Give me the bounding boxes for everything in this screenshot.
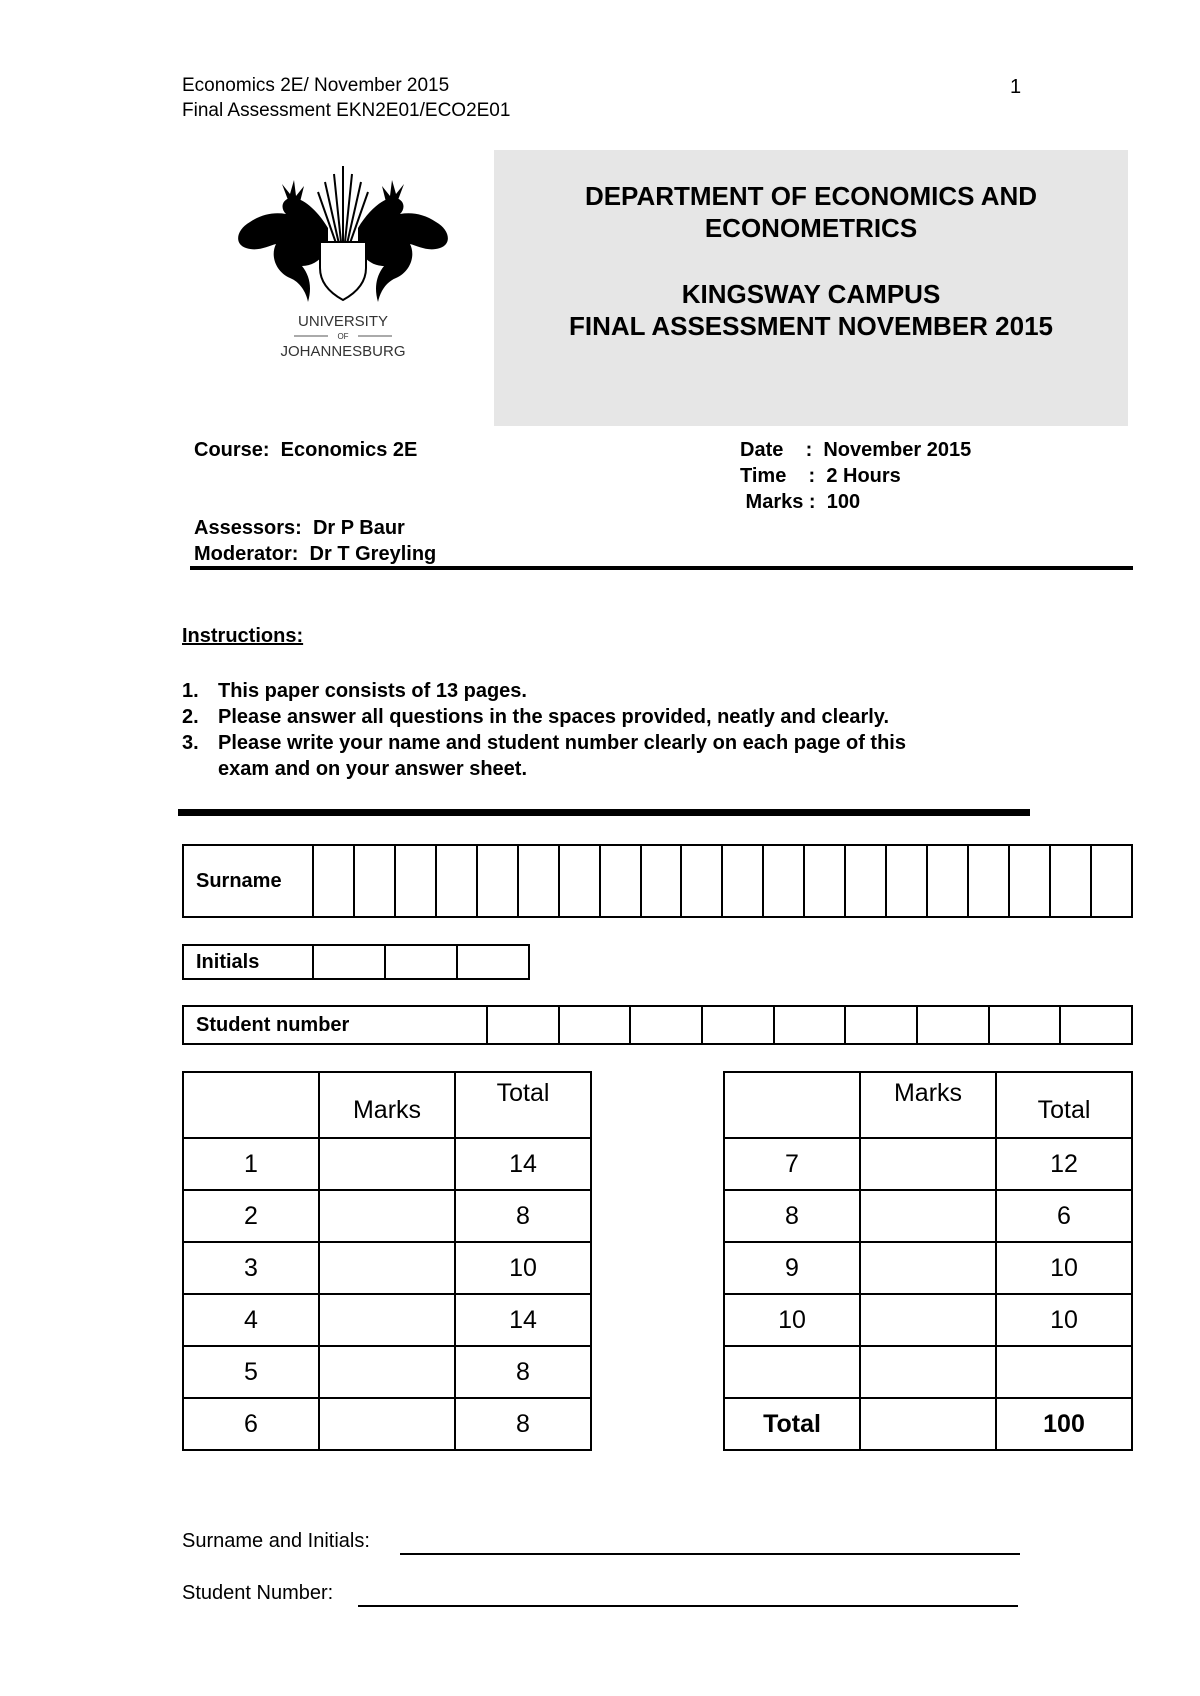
total-cell: 10 xyxy=(996,1242,1132,1294)
student-number-box[interactable] xyxy=(1060,1006,1132,1044)
surname-box[interactable] xyxy=(477,845,518,917)
surname-box[interactable] xyxy=(518,845,559,917)
student-number-box[interactable] xyxy=(917,1006,989,1044)
surname-box[interactable] xyxy=(722,845,763,917)
total-column-header: Total xyxy=(996,1072,1132,1138)
time-label: Time : 2 Hours xyxy=(740,465,901,487)
total-cell: 8 xyxy=(455,1398,591,1450)
student-number-box[interactable] xyxy=(702,1006,774,1044)
surname-box[interactable] xyxy=(559,845,600,917)
campus-title: KINGSWAY CAMPUS xyxy=(681,279,941,309)
student-number-line[interactable] xyxy=(358,1605,1018,1607)
student-number-box[interactable] xyxy=(487,1006,559,1044)
total-cell: 12 xyxy=(996,1138,1132,1190)
marks-cell[interactable] xyxy=(860,1346,996,1398)
surname-box[interactable] xyxy=(395,845,436,917)
surname-label: Surname xyxy=(183,845,313,917)
surname-box[interactable] xyxy=(436,845,477,917)
instruction-number: 1. xyxy=(182,680,199,702)
divider-rule xyxy=(190,566,1133,570)
surname-box[interactable] xyxy=(1050,845,1091,917)
question-number: 6 xyxy=(183,1398,319,1450)
total-cell: 10 xyxy=(996,1294,1132,1346)
marks-table-left xyxy=(182,1071,592,1451)
marks-table-corner xyxy=(183,1072,319,1138)
surname-box[interactable] xyxy=(968,845,1009,917)
table-row xyxy=(724,1138,1132,1190)
marks-cell[interactable] xyxy=(860,1294,996,1346)
table-row xyxy=(183,1346,591,1398)
surname-box[interactable] xyxy=(641,845,682,917)
assessors-label: Assessors: Dr P Baur xyxy=(194,517,405,539)
moderator-label: Moderator: Dr T Greyling xyxy=(194,543,437,565)
student-number-box[interactable] xyxy=(559,1006,631,1044)
student-number-footer-label: Student Number: xyxy=(182,1582,334,1604)
question-number: 2 xyxy=(183,1190,319,1242)
marks-column-header: Marks xyxy=(860,1072,996,1138)
divider-rule-thick xyxy=(178,809,1030,816)
student-number-grid xyxy=(182,1005,1133,1045)
surname-box[interactable] xyxy=(1009,845,1050,917)
marks-cell[interactable] xyxy=(319,1294,455,1346)
instruction-text: Please write your name and student number clearly on each page of this xyxy=(218,732,906,754)
total-cell: 6 xyxy=(996,1190,1132,1242)
table-row xyxy=(724,1294,1132,1346)
question-number: 5 xyxy=(183,1346,319,1398)
marks-cell[interactable] xyxy=(319,1242,455,1294)
department-title-box xyxy=(494,150,1128,426)
assessment-title: FINAL ASSESSMENT NOVEMBER 2015 xyxy=(569,311,1053,341)
marks-cell[interactable] xyxy=(319,1398,455,1450)
logo-text-johannesburg: JOHANNESBURG xyxy=(280,343,406,360)
department-title-line1: DEPARTMENT OF ECONOMICS AND xyxy=(584,181,1038,211)
initials-box[interactable] xyxy=(313,945,385,979)
total-cell: 14 xyxy=(455,1294,591,1346)
table-row xyxy=(183,1190,591,1242)
marks-cell[interactable] xyxy=(860,1190,996,1242)
question-number: 3 xyxy=(183,1242,319,1294)
student-number-box[interactable] xyxy=(989,1006,1061,1044)
instruction-item xyxy=(182,678,1082,704)
running-header-assessment: Final Assessment EKN2E01/ECO2E01 xyxy=(182,100,511,121)
instruction-text: Please answer all questions in the spaces provided, neatly and clearly. xyxy=(218,706,890,728)
surname-box[interactable] xyxy=(927,845,968,917)
instruction-text-continued: exam and on your answer sheet. xyxy=(218,758,527,780)
table-row xyxy=(183,1398,591,1450)
marks-cell[interactable] xyxy=(860,1138,996,1190)
question-number xyxy=(724,1346,860,1398)
total-row-label: Total xyxy=(724,1398,860,1450)
instructions-heading: Instructions: xyxy=(182,625,304,647)
department-title-line2: ECONOMETRICS xyxy=(704,213,918,243)
instruction-item xyxy=(182,704,1082,730)
surname-box[interactable] xyxy=(354,845,395,917)
initials-box[interactable] xyxy=(457,945,529,979)
table-row xyxy=(724,1346,1132,1398)
page-number: 1 xyxy=(1010,76,1022,98)
surname-box[interactable] xyxy=(763,845,804,917)
surname-box[interactable] xyxy=(600,845,641,917)
surname-box[interactable] xyxy=(804,845,845,917)
university-logo xyxy=(228,156,458,368)
surname-box[interactable] xyxy=(681,845,722,917)
total-cell: 10 xyxy=(455,1242,591,1294)
date-label: Date : November 2015 xyxy=(740,439,972,461)
course-label: Course: Economics 2E xyxy=(194,439,418,461)
question-number: 7 xyxy=(724,1138,860,1190)
logo-text-university: UNIVERSITY xyxy=(297,313,389,330)
table-row xyxy=(183,1294,591,1346)
student-number-label: Student number xyxy=(183,1006,487,1044)
table-row-total xyxy=(724,1398,1132,1450)
marks-column-header: Marks xyxy=(319,1072,455,1138)
surname-initials-label: Surname and Initials: xyxy=(182,1530,370,1552)
question-number: 1 xyxy=(183,1138,319,1190)
initials-label: Initials xyxy=(183,945,313,979)
surname-grid xyxy=(182,844,1133,918)
instruction-item xyxy=(182,730,1082,782)
question-number: 8 xyxy=(724,1190,860,1242)
total-cell: 8 xyxy=(455,1346,591,1398)
question-number: 10 xyxy=(724,1294,860,1346)
instruction-text: This paper consists of 13 pages. xyxy=(218,680,527,702)
surname-box[interactable] xyxy=(845,845,886,917)
marks-cell[interactable] xyxy=(319,1346,455,1398)
initials-box[interactable] xyxy=(385,945,457,979)
initials-grid xyxy=(182,944,530,980)
table-row xyxy=(183,1138,591,1190)
running-header-course: Economics 2E/ November 2015 xyxy=(182,75,450,96)
surname-box[interactable] xyxy=(1091,845,1132,917)
grand-total-value: 100 xyxy=(996,1398,1132,1450)
marks-table-right xyxy=(723,1071,1133,1451)
question-number: 4 xyxy=(183,1294,319,1346)
logo-text-of: OF xyxy=(337,332,349,341)
marks-cell[interactable] xyxy=(860,1242,996,1294)
instruction-number: 3. xyxy=(182,732,199,754)
surname-box[interactable] xyxy=(886,845,927,917)
marks-table-corner xyxy=(724,1072,860,1138)
question-number: 9 xyxy=(724,1242,860,1294)
table-row xyxy=(724,1190,1132,1242)
marks-cell[interactable] xyxy=(319,1138,455,1190)
table-row xyxy=(183,1242,591,1294)
student-number-box[interactable] xyxy=(845,1006,917,1044)
marks-label: Marks : 100 xyxy=(740,491,861,513)
table-row xyxy=(724,1242,1132,1294)
student-number-box[interactable] xyxy=(630,1006,702,1044)
surname-box[interactable] xyxy=(313,845,354,917)
marks-cell[interactable] xyxy=(860,1398,996,1450)
surname-initials-line[interactable] xyxy=(400,1553,1020,1555)
student-number-box[interactable] xyxy=(774,1006,846,1044)
bird-crest-icon xyxy=(228,156,458,368)
total-cell xyxy=(996,1346,1132,1398)
total-cell: 8 xyxy=(455,1190,591,1242)
total-column-header: Total xyxy=(455,1072,591,1138)
marks-cell[interactable] xyxy=(319,1190,455,1242)
total-cell: 14 xyxy=(455,1138,591,1190)
instruction-number: 2. xyxy=(182,706,199,728)
